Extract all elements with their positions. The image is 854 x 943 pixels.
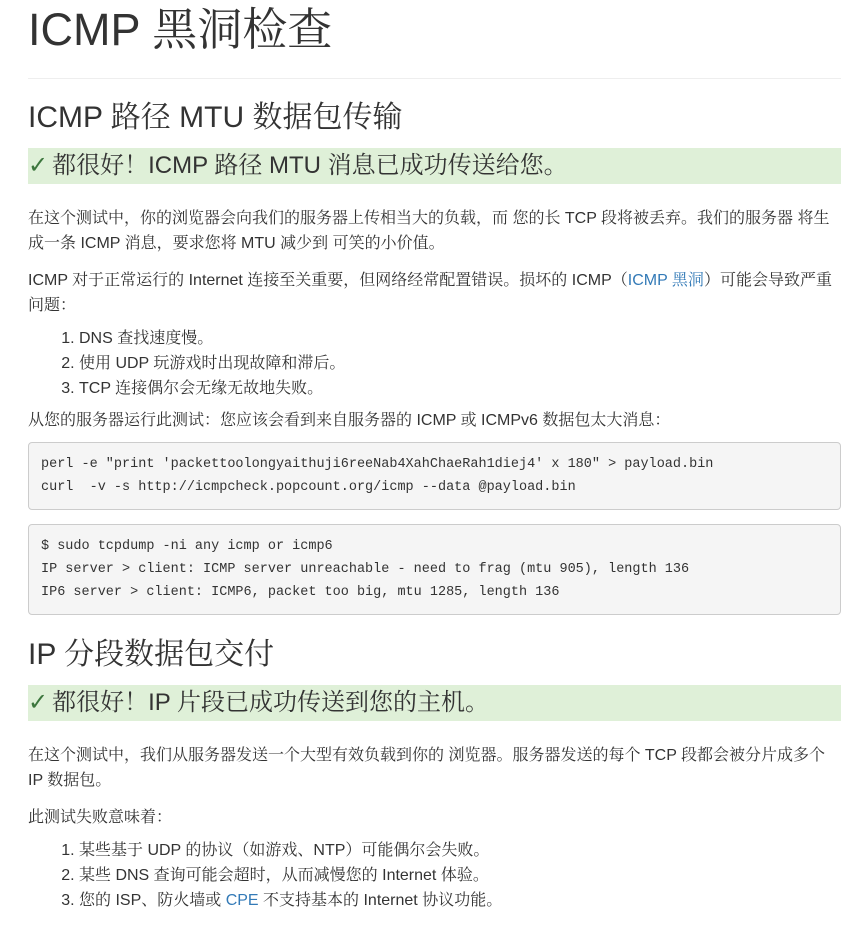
frag-status-text: 都很好！IP 片段已成功传送到您的主机。 bbox=[52, 689, 490, 716]
code-line: IP server > client: ICMP server unreachable - need to frag (mtu 905), length 136 bbox=[41, 562, 690, 577]
checkmark-icon: ✓ bbox=[28, 689, 49, 716]
mtu-section bbox=[28, 100, 841, 615]
list-item: 2. 某些 DNS 查询可能会超时，从而减慢您的 Internet 体验。 bbox=[79, 863, 841, 888]
cpe-link[interactable]: CPE bbox=[225, 892, 259, 909]
icmp-importance-text: ICMP 对于正常运行的 Internet 连接至关重要，但网络经常配置错误。损坏的 ICMP（ICMP 黑洞）可能会导致严重问题： bbox=[28, 272, 832, 314]
divider bbox=[28, 78, 841, 79]
code-line: IP6 server > client: ICMP6, packet too big, mtu 1285, length 136 bbox=[41, 585, 560, 600]
list-item: 3. 您的 ISP、防火墙或 CPE 不支持基本的 Internet 协议功能。 bbox=[79, 888, 841, 913]
failure-meaning-text: 此测试失败意味着： bbox=[28, 809, 173, 826]
mtu-description: 在这个测试中，你的浏览器会向我们的服务器上传相当大的负载，而 您的长 TCP 段将被丢弃。我们的服务器 将生成一条 ICMP 消息，要求您将 MTU 减少到 可笑的小价值。 bbox=[28, 210, 830, 252]
checkmark-icon: ✓ bbox=[28, 152, 49, 179]
mtu-heading: ICMP 路径 MTU 数据包传输 bbox=[28, 101, 403, 134]
frag-heading: IP 分段数据包交付 bbox=[28, 638, 275, 671]
mtu-status-text: 都很好！ICMP 路径 MTU 消息已成功传送给您。 bbox=[52, 152, 568, 179]
frag-description: 在这个测试中，我们从服务器发送一个大型有效负载到你的 浏览器。服务器发送的每个 TCP 段都会被分片成多个 IP 数据包。 bbox=[28, 747, 826, 789]
code-block-commands bbox=[28, 442, 841, 510]
code-line: curl -v -s http://icmpcheck.popcount.org/icmp --data @payload.bin bbox=[41, 480, 576, 495]
mtu-status-banner bbox=[28, 148, 841, 184]
code-block-tcpdump bbox=[28, 524, 841, 615]
frag-status-banner bbox=[28, 685, 841, 721]
list-item: 1. DNS 查找速度慢。 bbox=[79, 326, 841, 351]
list-item: 2. 使用 UDP 玩游戏时出现故障和滞后。 bbox=[79, 351, 841, 376]
run-test-text: 从您的服务器运行此测试：您应该会看到来自服务器的 ICMP 或 ICMPv6 数据包太大消息： bbox=[28, 412, 671, 429]
page-title: ICMP 黑洞检查 bbox=[28, 4, 333, 55]
frag-section bbox=[28, 637, 841, 913]
failures-list bbox=[28, 838, 841, 913]
problems-list bbox=[28, 326, 841, 401]
code-line: $ sudo tcpdump -ni any icmp or icmp6 bbox=[41, 539, 333, 554]
icmp-blackhole-link[interactable]: ICMP 黑洞 bbox=[627, 272, 704, 289]
list-item: 1. 某些基于 UDP 的协议（如游戏、NTP）可能偶尔会失败。 bbox=[79, 838, 841, 863]
list-item: 3. TCP 连接偶尔会无缘无故地失败。 bbox=[79, 376, 841, 401]
code-line: perl -e "print 'packettoolongyaithuji6reeNab4XahChaeRah1diej4' x 180" > payload.bin bbox=[41, 457, 714, 472]
